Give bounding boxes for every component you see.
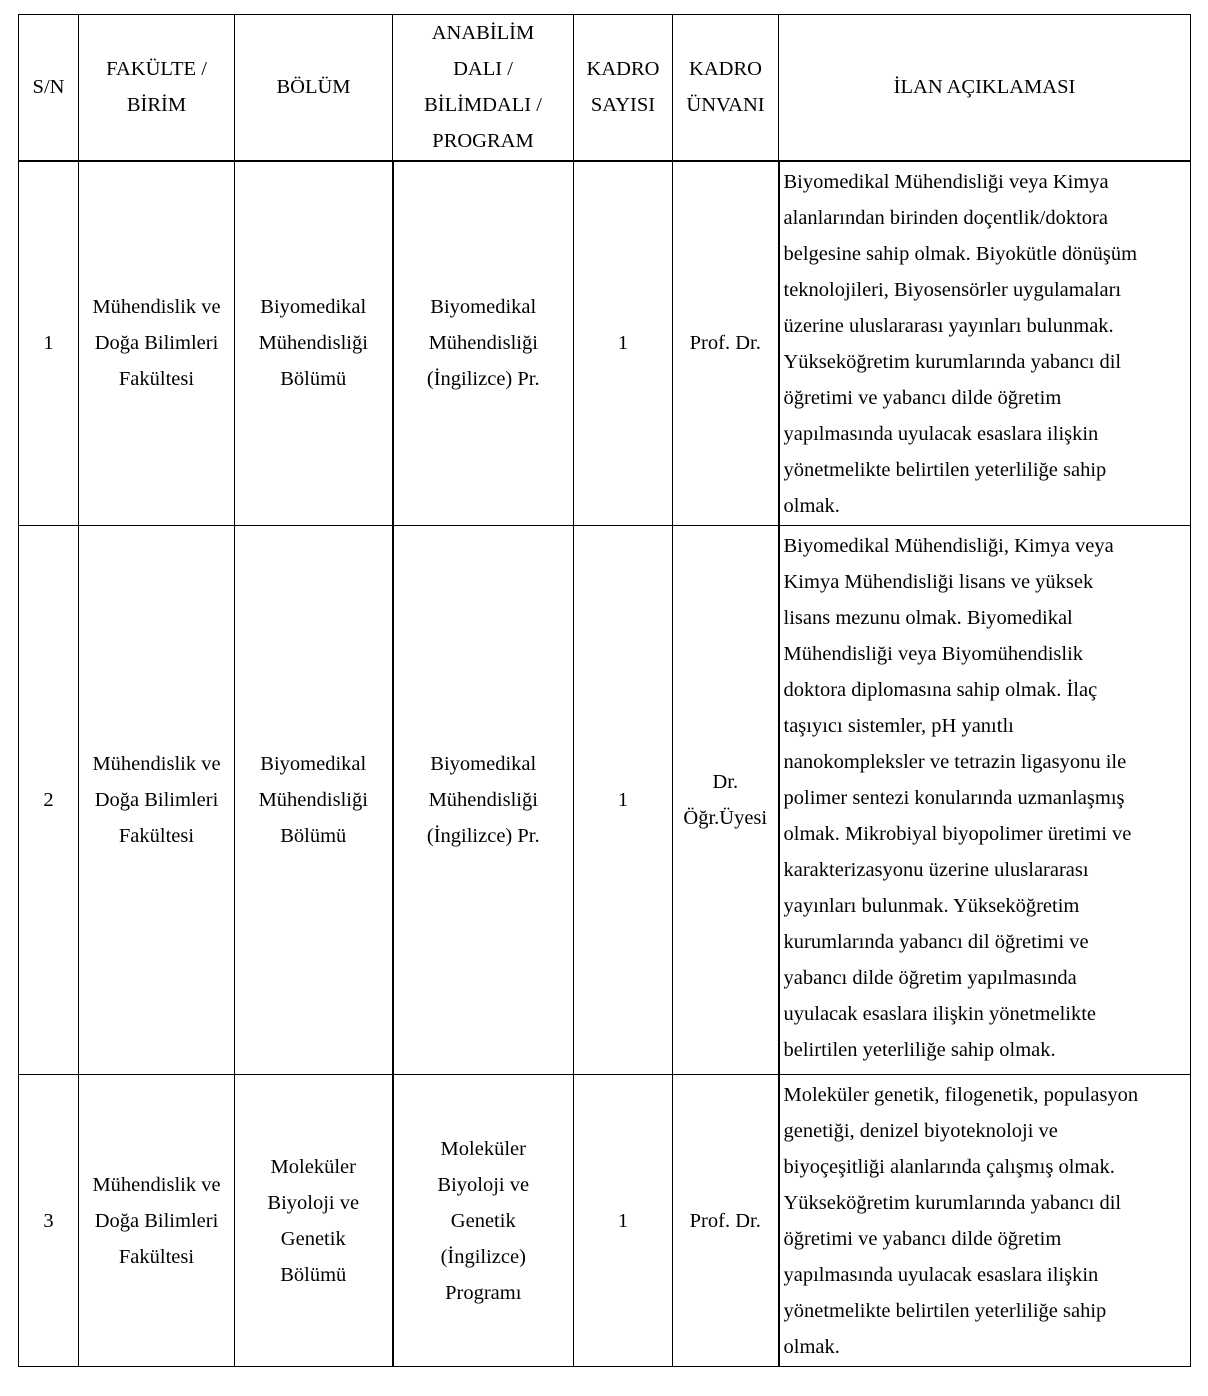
header-kadro-unvani: KADRO ÜNVANI <box>673 15 779 161</box>
cell-kadro-unvani: Prof. Dr. <box>673 1075 779 1367</box>
cell-fakulte: Mühendislik ve Doğa Bilimleri Fakültesi <box>79 1075 235 1367</box>
header-bolum: BÖLÜM <box>235 15 393 161</box>
cell-ilan: Biyomedikal Mühendisliği veya Kimya alanlarından birinden doçentlik/doktora belgesine sahip olmak. Biyokütle dönüşüm teknolojileri, Biyosensörler uygulamaları üzerine uluslararası yayınları bulunmak. Yükseköğretim kurumlarında yabancı dil öğretimi ve yabancı dilde öğretim yapılmasında uyulacak esaslara ilişkin yönetmelikte belirtilen yeterliliğe sahip olmak. <box>779 161 1191 526</box>
cell-sn: 3 <box>19 1075 79 1367</box>
cell-kadro-sayisi: 1 <box>574 161 673 526</box>
header-sn: S/N <box>19 15 79 161</box>
header-anabilim: ANABİLİM DALI / BİLİMDALI / PROGRAM <box>393 15 574 161</box>
job-postings-table <box>18 14 1191 1367</box>
cell-kadro-unvani: Prof. Dr. <box>673 161 779 526</box>
cell-sn: 1 <box>19 161 79 526</box>
cell-anabilim: Moleküler Biyoloji ve Genetik (İngilizce) Programı <box>393 1075 574 1367</box>
header-row <box>19 15 1191 161</box>
cell-anabilim: Biyomedikal Mühendisliği (İngilizce) Pr. <box>393 161 574 526</box>
header-fakulte: FAKÜLTE / BİRİM <box>79 15 235 161</box>
table-row <box>19 161 1191 526</box>
cell-bolum: Biyomedikal Mühendisliği Bölümü <box>235 526 393 1075</box>
table-row <box>19 1075 1191 1367</box>
header-kadro-sayisi: KADRO SAYISI <box>574 15 673 161</box>
cell-kadro-sayisi: 1 <box>574 526 673 1075</box>
cell-sn: 2 <box>19 526 79 1075</box>
cell-bolum: Moleküler Biyoloji ve Genetik Bölümü <box>235 1075 393 1367</box>
cell-ilan: Biyomedikal Mühendisliği, Kimya veya Kimya Mühendisliği lisans ve yüksek lisans mezunu olmak. Biyomedikal Mühendisliği veya Biyomühendislik doktora diplomasına sahip olmak. İlaç taşıyıcı sistemler, pH yanıtlı nanokompleksler ve tetrazin ligasyonu ile polimer sentezi konularında uzmanlaşmış olmak. Mikrobiyal biyopolimer üretimi ve karakterizasyonu üzerine uluslararası yayınları bulunmak. Yükseköğretim kurumlarında yabancı dil öğretimi ve yabancı dilde öğretim yapılmasında uyulacak esaslara ilişkin yönetmelikte belirtilen yeterliliğe sahip olmak. <box>779 526 1191 1075</box>
cell-kadro-unvani: Dr. Öğr.Üyesi <box>673 526 779 1075</box>
cell-bolum: Biyomedikal Mühendisliği Bölümü <box>235 161 393 526</box>
header-ilan: İLAN AÇIKLAMASI <box>779 15 1191 161</box>
cell-fakulte: Mühendislik ve Doğa Bilimleri Fakültesi <box>79 526 235 1075</box>
cell-kadro-sayisi: 1 <box>574 1075 673 1367</box>
cell-ilan: Moleküler genetik, filogenetik, populasyon genetiği, denizel biyoteknoloji ve biyoçeşitliği alanlarında çalışmış olmak. Yükseköğretim kurumlarında yabancı dil öğretimi ve yabancı dilde öğretim yapılmasında uyulacak esaslara ilişkin yönetmelikte belirtilen yeterliliğe sahip olmak. <box>779 1075 1191 1367</box>
cell-fakulte: Mühendislik ve Doğa Bilimleri Fakültesi <box>79 161 235 526</box>
table-row <box>19 526 1191 1075</box>
cell-anabilim: Biyomedikal Mühendisliği (İngilizce) Pr. <box>393 526 574 1075</box>
